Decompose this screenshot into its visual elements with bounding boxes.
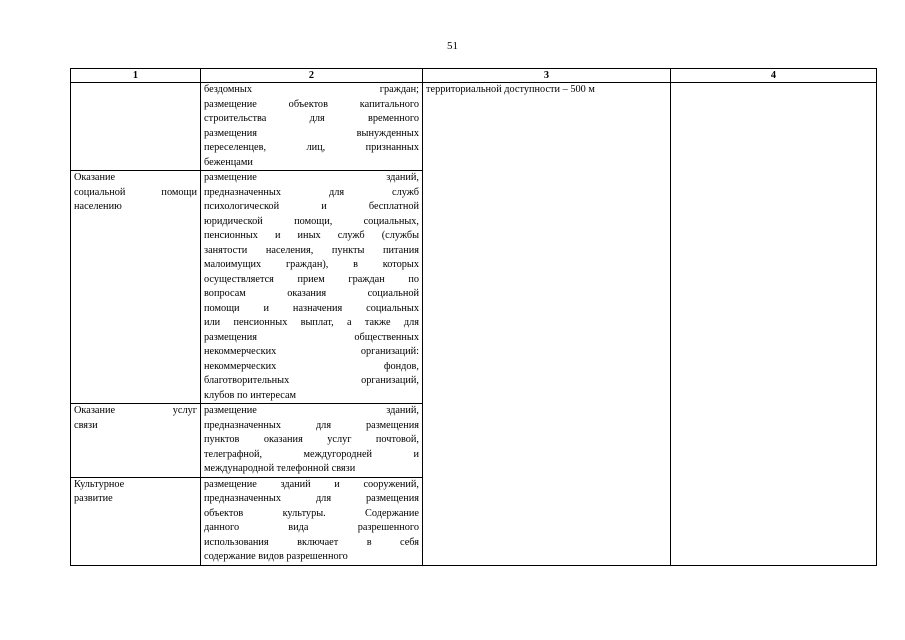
row1-col2-cell (201, 171, 423, 404)
cell-text-line: международной телефонной связи (204, 463, 356, 474)
row1-col1-cell (71, 171, 201, 404)
cell-text-line: малоимущих граждан), в которых (204, 259, 419, 270)
row0-col1-cell (71, 83, 201, 171)
table-row (71, 83, 877, 171)
column-header-4: 4 (671, 69, 877, 83)
cell-text-line: содержание видов разрешенного (204, 551, 348, 562)
table-header-row (71, 69, 877, 83)
cell-text-line: Культурное (74, 478, 125, 490)
row3-col2-cell (201, 477, 423, 565)
cell-text-line: переселенцев, лиц, признанных (204, 142, 419, 153)
cell-text-line: занятости населения, пункты питания (204, 244, 419, 256)
row0-col3-cell: территориальной доступности – 500 м (423, 83, 671, 566)
row0-col2-cell (201, 83, 423, 171)
cell-text-line: Оказание услуг (74, 405, 197, 416)
cell-text-line: строительства для временного (204, 113, 419, 124)
cell-text-line: размещение зданий, (204, 405, 419, 416)
cell-text-line: юридической помощи, социальных, (204, 215, 419, 227)
column-header-2: 2 (201, 69, 423, 83)
cell-text-line: некоммерческих фондов, (204, 360, 419, 372)
cell-text-line: психологической и бесплатной (204, 201, 419, 212)
cell-text-line: размещения вынужденных (204, 127, 419, 139)
cell-text-line: бездомных граждан; (204, 84, 419, 95)
cell-text-line: благотворительных организаций, (204, 375, 419, 386)
column-header-1: 1 (71, 69, 201, 83)
cell-text-line: предназначенных для размещения (204, 493, 419, 504)
cell-text-line: некоммерческих организаций: (204, 346, 419, 357)
cell-text-line: Оказание (74, 172, 116, 183)
cell-text-line: связи (74, 419, 98, 431)
cell-text-line: предназначенных для служб (204, 186, 419, 198)
cell-text-line: предназначенных для размещения (204, 419, 419, 431)
cell-text-line: объектов культуры. Содержание (204, 507, 419, 519)
row2-col2-cell (201, 404, 423, 478)
cell-text-line: телеграфной, междугородней и (204, 448, 419, 460)
column-header-3: 3 (423, 69, 671, 83)
page-number: 51 (447, 40, 458, 52)
cell-text-line: помощи и назначения социальных (204, 302, 419, 314)
cell-text-line: вопросам оказания социальной (204, 288, 419, 299)
cell-text-line: данного вида разрешенного (204, 522, 419, 533)
row2-col1-cell (71, 404, 201, 478)
cell-text-line: размещение зданий, (204, 172, 419, 183)
cell-text-line: беженцами (204, 156, 253, 168)
regulation-table (70, 68, 877, 566)
cell-text-line: размещения общественных (204, 331, 419, 343)
cell-text-line: населению (74, 201, 122, 212)
cell-text-line: развитие (74, 493, 113, 504)
cell-text-line: социальной помощи (74, 186, 197, 198)
row3-col1-cell (71, 477, 201, 565)
row0-col4-cell (671, 83, 877, 566)
cell-text-line: размещение объектов капитального (204, 98, 419, 110)
cell-text-line: использования включает в себя (204, 536, 419, 548)
cell-text-line: осуществляется прием граждан по (204, 273, 419, 285)
cell-text-line: размещение зданий и сооружений, (204, 478, 419, 490)
cell-text-line: клубов по интересам (204, 389, 297, 401)
cell-text-line: пенсионных и иных служб (службы (204, 230, 419, 241)
cell-text-line: пунктов оказания услуг почтовой, (204, 434, 419, 445)
cell-text-line: или пенсионных выплат, а также для (204, 317, 419, 328)
